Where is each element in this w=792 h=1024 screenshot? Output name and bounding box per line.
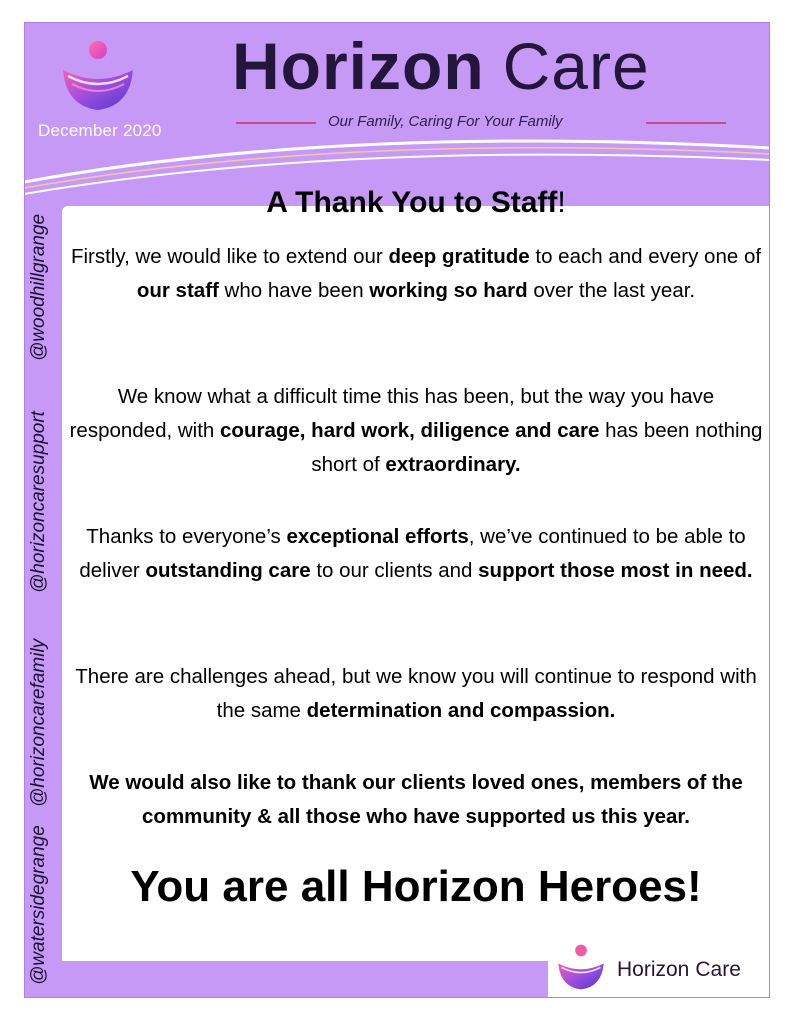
handle-horizoncaresupport: @horizoncaresupport [28, 411, 49, 593]
frame-border [24, 22, 770, 998]
tagline-rule-left [236, 122, 316, 124]
tagline-rule-right [646, 122, 726, 124]
article-title-text: A Thank You to Staff [266, 186, 558, 219]
article-title-mark: ! [557, 186, 566, 219]
p3-emphasis: outstanding care [145, 559, 311, 582]
footer-brand [617, 958, 741, 982]
brand-title [232, 28, 650, 104]
p1-text: to each and every one of [529, 245, 762, 268]
handle-horizoncarefamily: @horizoncarefamily [28, 638, 49, 807]
paragraph-2 [66, 380, 766, 482]
brand-word-horizon: Horizon [232, 29, 485, 103]
p2-emphasis: courage, hard work, diligence and care [220, 419, 600, 442]
p1-text: who have been [218, 279, 370, 302]
paragraph-3 [66, 520, 766, 588]
brand-word-care: Care [502, 29, 650, 103]
p3-text: to our clients and [310, 559, 479, 582]
p2-text: has been nothing short of [311, 419, 763, 476]
p3-text: , we’ve continued to be able to deliver [79, 525, 746, 582]
p1-emphasis: working so hard [369, 279, 528, 302]
paragraph-1 [66, 240, 766, 308]
p3-emphasis: support those most in need. [478, 559, 753, 582]
paragraph-5: We would also like to thank our clients loved ones, members of the community & all those who have supported us this year. [89, 771, 743, 828]
p1-emphasis: deep gratitude [388, 245, 530, 268]
handle-woodhillgrange: @woodhillgrange [28, 213, 49, 361]
closing-headline: You are all Horizon Heroes! [130, 862, 702, 911]
social-handles [28, 165, 54, 985]
p4-emphasis: determination and compassion. [306, 699, 616, 722]
p1-emphasis: our staff [136, 279, 219, 302]
p4-text: There are challenges ahead, but we know you will continue to respond with the same [75, 665, 757, 722]
horizon-logo-icon [556, 944, 606, 992]
p3-emphasis: exceptional efforts [286, 525, 469, 548]
p3-text: Thanks to everyone’s [86, 525, 287, 548]
footer-brand-word-horizon: Horizon [617, 958, 690, 981]
handle-watersidegrange: @watersidegrange [28, 825, 49, 985]
p2-emphasis: extraordinary. [385, 453, 521, 476]
footer-brand-word-care: Care [695, 958, 741, 981]
horizon-logo-icon [60, 40, 136, 114]
p2-text: We know what a difficult time this has been, but the way you have responded, with [69, 385, 715, 442]
tagline: Our Family, Caring For Your Family [328, 113, 563, 130]
paragraph-4 [66, 660, 766, 728]
p1-text: over the last year. [527, 279, 696, 302]
issue-date: December 2020 [38, 121, 162, 140]
p1-text: Firstly, we would like to extend our [70, 245, 389, 268]
article-title [62, 186, 770, 220]
